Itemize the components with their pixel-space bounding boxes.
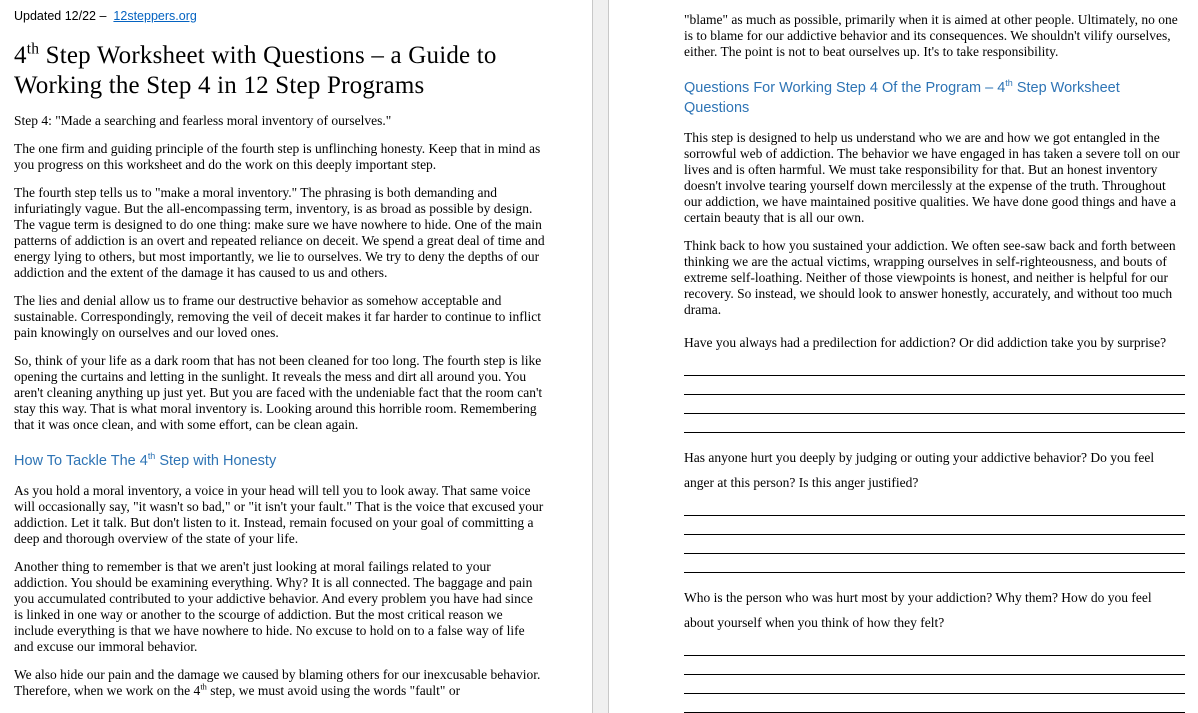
paragraph: "blame" as much as possible, primarily when it is aimed at other people. Ultimately, no one is to blame for our addictive behavior and its consequences. We shouldn't vilify ourselves, either. The point is not to beat ourselves up. It's to take responsibility. (684, 12, 1178, 59)
paragraph: Step 4: "Made a searching and fearless moral inventory of ourselves." (14, 113, 392, 128)
updated-label: Updated 12/22 – (14, 9, 107, 23)
paragraph: The one firm and guiding principle of the fourth step is unflinching honesty. Keep that in mind as you progress on this worksheet and do the work on this deeply important step. (14, 141, 541, 172)
page-gap (594, 0, 608, 713)
document-title: 4th Step Worksheet with Questions – a Guide to Working the Step 4 in 12 Step Programs (14, 40, 497, 99)
section-heading-questions: Questions For Working Step 4 Of the Program – 4th Step Worksheet Questions (684, 78, 1120, 116)
ordinal-superscript: th (1005, 78, 1013, 89)
answer-line (684, 656, 1185, 675)
questions-list (684, 330, 1185, 713)
answer-line (684, 376, 1185, 395)
answer-line (684, 516, 1185, 535)
site-link[interactable]: 12steppers.org (113, 9, 197, 23)
question-block (684, 585, 1185, 713)
paragraph: Another thing to remember is that we aren't just looking at moral failings related to your addiction. You should be examining everything. Why? It is all connected. The baggage and pain you accumulated contributed to your addictive behavior. And every problem you have had since is linked in one way or another to the scourge of addiction. But the most critical reason we include everything is that we have nowhere to hide. No excuse to hold on to a false way of life and excuse our immoral behavior. (14, 559, 533, 654)
ordinal-superscript: th (200, 682, 207, 692)
ordinal-superscript: th (26, 40, 40, 58)
paragraph: As you hold a moral inventory, a voice in your head will tell you to look away. That same voice will occasionally say, "it wasn't so bad," or "it isn't your fault." That is the voice that excused your addiction. Let it talk. But don't listen to it. Instead, remain focused on your goal of committing a deep and thorough overview of the state of your life. (14, 483, 544, 546)
paragraph: The fourth step tells us to "make a moral inventory." The phrasing is both demanding and infuriatingly vague. But the all-encompassing term, inventory, is as broad as possible by design. The vague term is designed to do one thing: make sure we have nowhere to hide. One of the main patterns of addiction is an overt and repeated reliance on deceit. We spend a great deal of time and energy lying to others, but most importantly, we lie to ourselves. We try to deny the depths of our addiction and the extent of the damage it has caused to us and others. (14, 185, 545, 280)
question-text: Has anyone hurt you deeply by judging or outing your addictive behavior? Do you feel anger at this person? Is this anger justified? (684, 450, 1155, 490)
question-block (684, 330, 1185, 433)
carryover-paragraphs (684, 12, 1185, 60)
answer-line (684, 554, 1185, 573)
paragraph: We also hide our pain and the damage we caused by blaming others for our inexcusable behavior. Therefore, when we work on the 4th step, we must avoid using the words "fault" or (14, 667, 541, 698)
paragraph: Think back to how you sustained your addiction. We often see-saw back and forth between thinking we are the actual victims, wrapping ourselves in self-righteousness, and bouts of extreme self-loathing. Neither of those viewpoints is honest, and neither is helpful for our recovery. So instead, we should look to answer honestly, accurately, and without too much drama. (684, 238, 1176, 317)
question-block (684, 445, 1185, 573)
question-text: Who is the person who was hurt most by your addiction? Why them? How do you feel about yourself when you think of how they felt? (684, 590, 1152, 630)
intro-paragraphs (14, 113, 545, 433)
paragraph: So, think of your life as a dark room that has not been cleaned for too long. The fourth step is like opening the curtains and letting in the sunlight. It reveals the mess and dirt all around you. You aren't cleaning anything up just yet. But you are faced with the undeniable fact that the room can't stay this way. That is what moral inventory is. Looking around this horrible room. Remembering that it was once clean, and with some effort, can be clean again. (14, 353, 543, 432)
answer-line (684, 694, 1185, 713)
paragraph: This step is designed to help us understand who we are and how we got entangled in the sorrowful web of addiction. The behavior we have engaged in has taken a severe toll on our lives and is often harmful. We must take responsibility for that. But an honest inventory doesn't involve tearing yourself down mercilessly at the expense of the truth. Throughout our addiction, we have maintained positive qualities. We have done good things and have a certain beauty that is all our own. (684, 130, 1180, 225)
answer-line (684, 637, 1185, 656)
answer-lines (684, 357, 1185, 433)
section-heading-tackle: How To Tackle The 4th Step with Honesty (14, 451, 277, 469)
answer-line (684, 535, 1185, 554)
page-left (0, 0, 593, 713)
ordinal-superscript: th (147, 451, 156, 462)
paragraph: The lies and denial allow us to frame our destructive behavior as somehow acceptable and sustainable. Correspondingly, removing the veil of deceit makes it far harder to continue to inflict pain knowingly on ourselves and our loved ones. (14, 293, 541, 340)
answer-line (684, 414, 1185, 433)
tackle-paragraphs (14, 483, 545, 699)
answer-line (684, 395, 1185, 414)
page-right (608, 0, 1198, 713)
answer-lines (684, 497, 1185, 573)
answer-line (684, 357, 1185, 376)
answer-line (684, 675, 1185, 694)
questions-intro-paragraphs (684, 130, 1185, 318)
question-text: Have you always had a predilection for addiction? Or did addiction take you by surprise? (684, 335, 1167, 350)
updated-line (14, 9, 545, 23)
answer-lines (684, 637, 1185, 713)
answer-line (684, 497, 1185, 516)
